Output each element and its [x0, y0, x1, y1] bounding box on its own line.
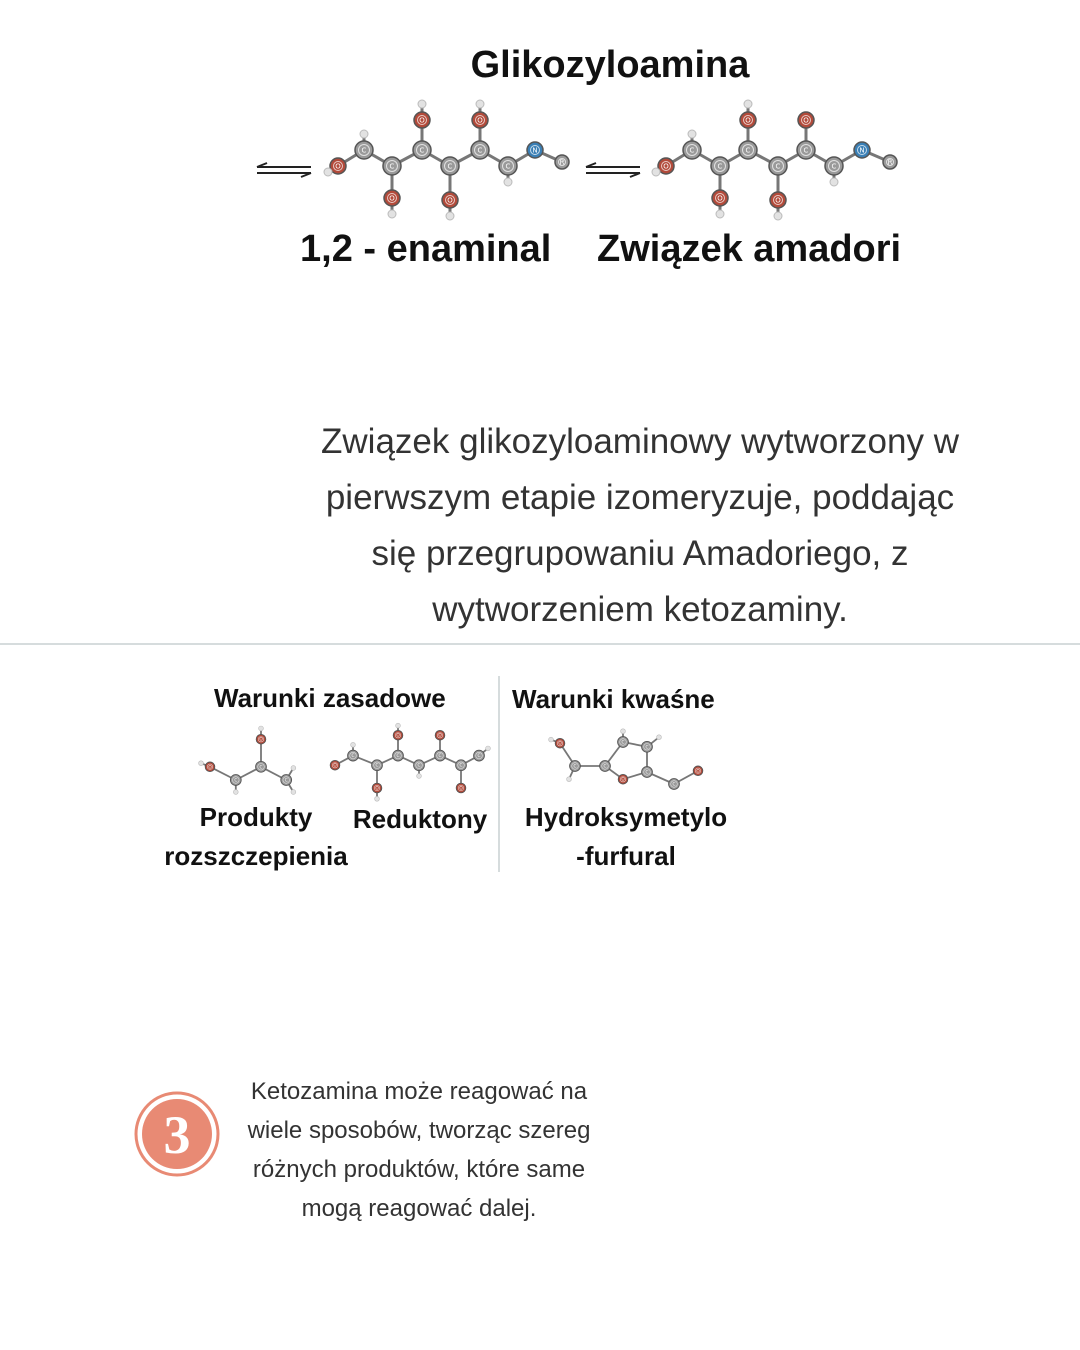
- hmf-molecule: [545, 730, 715, 790]
- basic-conditions-heading: Warunki zasadowe: [214, 683, 446, 713]
- description-line: pierwszym etapie izomeryzuje, poddając: [325, 478, 955, 517]
- atom-symbol: C: [396, 753, 400, 759]
- atom-symbol: C: [438, 753, 442, 759]
- enaminal-label: 1,2 - enaminal: [300, 228, 552, 270]
- atom-symbol: C: [389, 162, 395, 171]
- hydrogen-atom: [446, 212, 454, 220]
- atom-symbol: C: [351, 753, 355, 759]
- hydrogen-atom: [388, 210, 396, 218]
- hydrogen-atom: [418, 100, 426, 108]
- atom-symbol: R: [887, 158, 893, 167]
- acidic-conditions-heading: Warunki kwaśne: [512, 684, 715, 714]
- atom-symbol: C: [775, 162, 781, 171]
- atom-symbol: C: [621, 739, 625, 745]
- step-line: różnych produktów, które same: [252, 1156, 586, 1183]
- atom-symbol: O: [259, 736, 263, 742]
- hydrogen-atom: [652, 168, 660, 176]
- hydrogen-atom: [716, 210, 724, 218]
- vertical-divider: [498, 676, 500, 872]
- atom-symbol: O: [696, 768, 700, 774]
- hydrogen-atom: [199, 761, 204, 766]
- hydrogen-atom: [549, 737, 554, 742]
- hydrogen-atom: [360, 130, 368, 138]
- atom-symbol: C: [417, 762, 421, 768]
- hydrogen-atom: [621, 729, 626, 734]
- atom-symbol: C: [831, 162, 837, 171]
- reductones-molecule: [326, 722, 496, 802]
- glikozyloamina-title: Glikozyloamina: [470, 44, 750, 86]
- atom-symbol: C: [745, 146, 751, 155]
- step-line: Ketozamina może reagować na: [250, 1078, 588, 1105]
- hydrogen-atom: [657, 735, 662, 740]
- description-line: się przegrupowaniu Amadoriego, z: [371, 534, 909, 573]
- step-number-badge: [133, 1090, 221, 1178]
- atom-symbol: C: [234, 777, 238, 783]
- reductones-label: Reduktony: [352, 804, 488, 834]
- amadori-label: Związek amadori: [597, 228, 902, 270]
- atom-symbol: N: [859, 146, 865, 155]
- hmf-label-line1: Hydroksymetylo: [524, 802, 728, 832]
- atom-symbol: C: [361, 146, 367, 155]
- atom-symbol: O: [803, 116, 809, 125]
- hmf-label: [508, 798, 744, 876]
- atom-symbol: O: [717, 194, 723, 203]
- atom-symbol: C: [284, 777, 288, 783]
- atom-symbol: N: [532, 146, 538, 155]
- atom-symbol: O: [621, 776, 625, 782]
- hydrogen-atom: [486, 746, 491, 751]
- atom-symbol: O: [459, 785, 463, 791]
- hydrogen-atom: [504, 178, 512, 186]
- atom-symbol: O: [663, 162, 669, 171]
- cleavage-products-molecule: [195, 726, 305, 796]
- hydrogen-atom: [830, 178, 838, 186]
- hydrogen-atom: [233, 790, 238, 795]
- atom-symbol: C: [477, 146, 483, 155]
- hydrogen-atom: [774, 212, 782, 220]
- hydrogen-atom: [476, 100, 484, 108]
- enaminal-molecule: [320, 98, 580, 218]
- horizontal-divider: [0, 643, 1080, 645]
- hmf-label-line2: -furfural: [576, 841, 676, 871]
- amadori-molecule: [648, 98, 908, 218]
- atom-symbol: C: [689, 146, 695, 155]
- atom-symbol: O: [389, 194, 395, 203]
- hydrogen-atom: [567, 777, 572, 782]
- atom-symbol: R: [559, 158, 565, 167]
- step-line: mogą reagować dalej.: [301, 1195, 537, 1222]
- step-line: wiele sposobów, tworząc szereg: [247, 1117, 591, 1144]
- atom-symbol: O: [775, 196, 781, 205]
- atom-symbol: C: [419, 146, 425, 155]
- equilibrium-arrow-left: [255, 162, 315, 178]
- atom-symbol: O: [335, 162, 341, 171]
- atom-symbol: C: [477, 753, 481, 759]
- atom-symbol: C: [459, 762, 463, 768]
- atom-symbol: C: [573, 763, 577, 769]
- atom-symbol: C: [803, 146, 809, 155]
- hydrogen-atom: [396, 723, 401, 728]
- hydrogen-atom: [744, 100, 752, 108]
- atom-symbol: C: [645, 744, 649, 750]
- hydrogen-atom: [324, 168, 332, 176]
- cleavage-label-line1: Produkty: [199, 802, 313, 832]
- description-paragraph: [270, 414, 1010, 638]
- atom-symbol: O: [477, 116, 483, 125]
- atom-symbol: O: [333, 762, 337, 768]
- hydrogen-atom: [291, 790, 296, 795]
- atom-symbol: C: [505, 162, 511, 171]
- atom-symbol: C: [375, 762, 379, 768]
- atom-symbol: C: [603, 763, 607, 769]
- atom-symbol: C: [259, 764, 263, 770]
- atom-symbol: O: [208, 764, 212, 770]
- cleavage-products-label: [150, 798, 362, 876]
- description-line: Związek glikozyloaminowy wytworzony w: [321, 422, 959, 461]
- step-description: [222, 1072, 616, 1228]
- atom-symbol: O: [438, 732, 442, 738]
- hydrogen-atom: [259, 726, 264, 731]
- equilibrium-arrow-right: [584, 162, 644, 178]
- atom-symbol: O: [419, 116, 425, 125]
- description-line: wytworzeniem ketozaminy.: [432, 590, 848, 629]
- atom-symbol: C: [672, 781, 676, 787]
- hydrogen-atom: [688, 130, 696, 138]
- atom-symbol: C: [645, 769, 649, 775]
- atom-symbol: C: [717, 162, 723, 171]
- hydrogen-atom: [291, 766, 296, 771]
- atom-symbol: C: [447, 162, 453, 171]
- atom-symbol: O: [375, 785, 379, 791]
- atom-symbol: O: [396, 732, 400, 738]
- atom-symbol: O: [447, 196, 453, 205]
- atom-symbol: O: [745, 116, 751, 125]
- hydrogen-atom: [351, 742, 356, 747]
- hydrogen-atom: [417, 774, 422, 779]
- atom-symbol: O: [558, 740, 562, 746]
- step-number: 3: [163, 1105, 191, 1165]
- cleavage-label-line2: rozszczepienia: [164, 841, 348, 871]
